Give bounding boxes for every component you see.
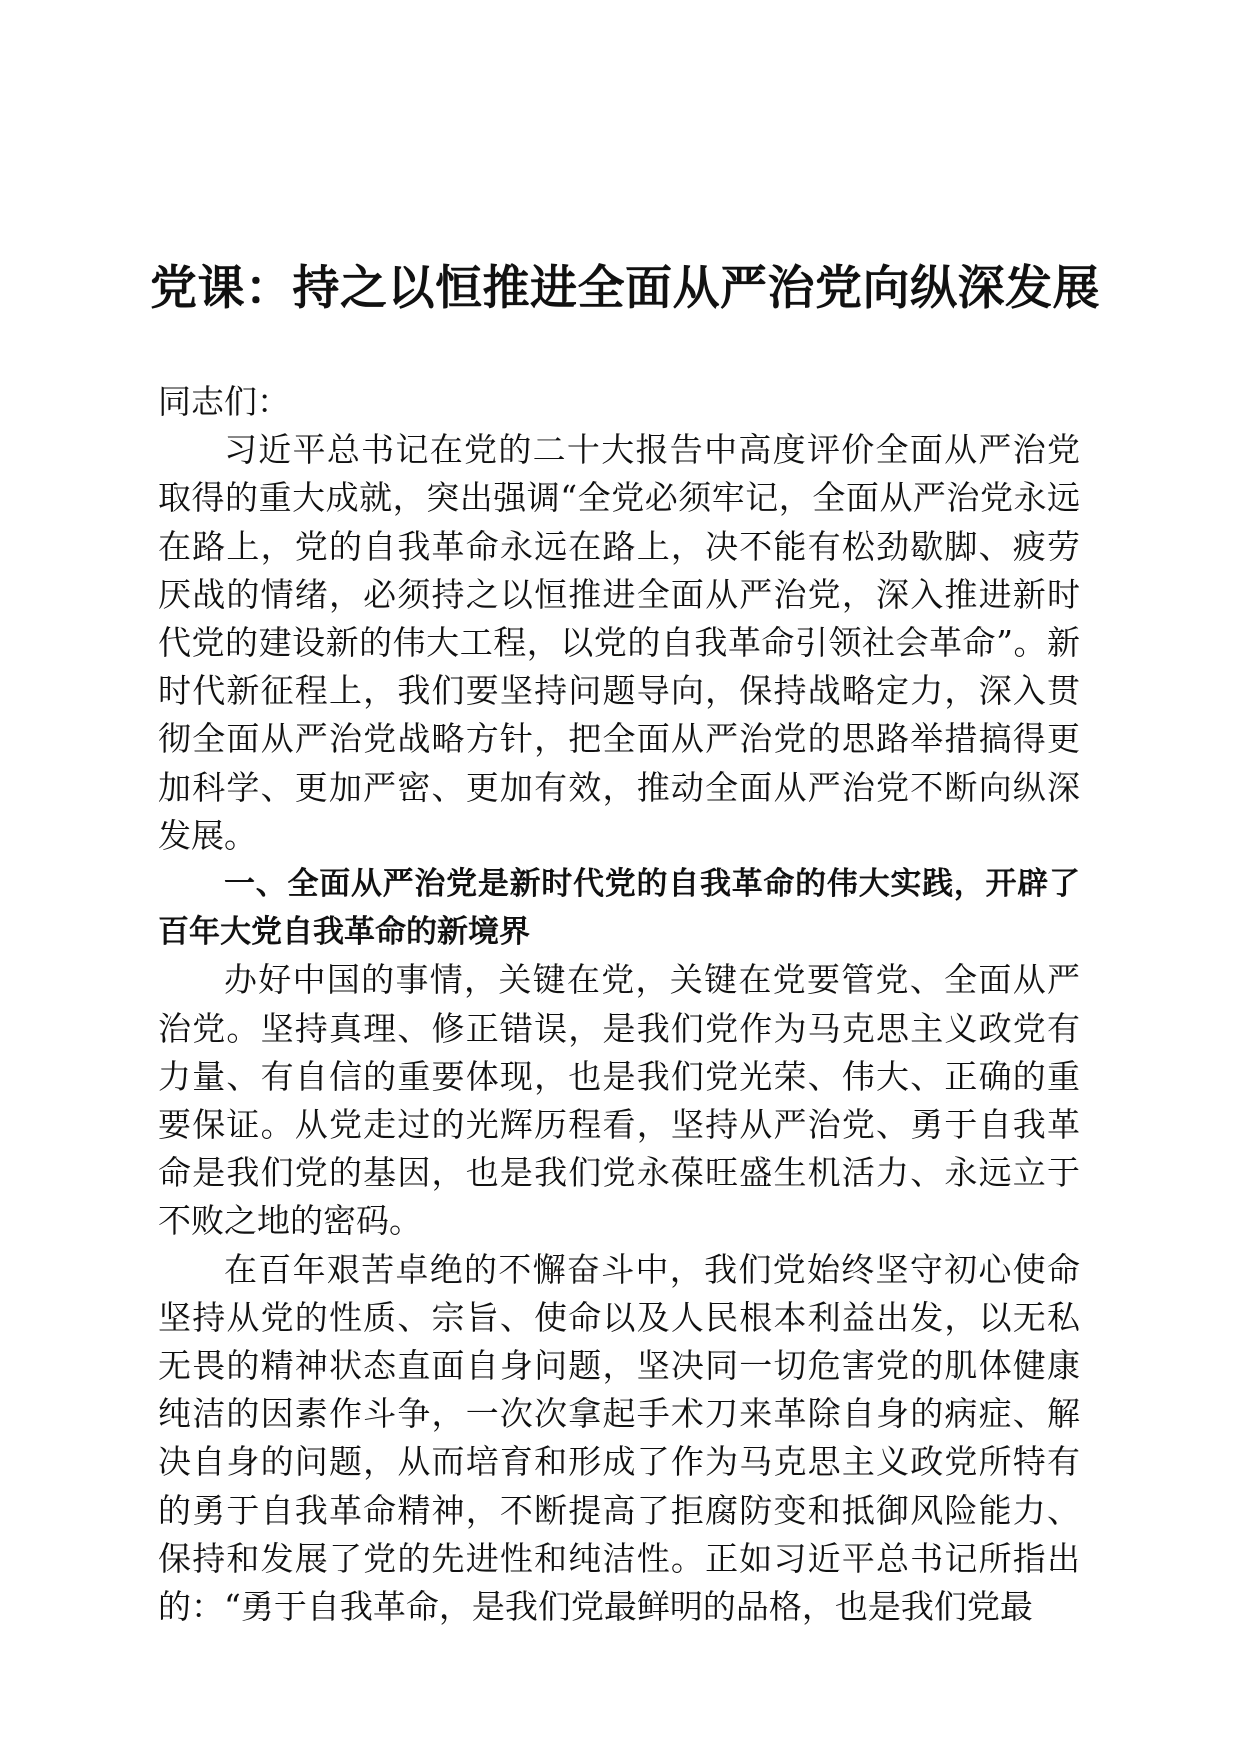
intro-paragraph: 习近平总书记在党的二十大报告中高度评价全面从严治党取得的重大成就，突出强调“全党必须牢记，全面从严治党永远在路上，党的自我革命永远在路上，决不能有松劲歇脚、疲劳厌战的情绪，必须持之以恒推进全面从严治党，深入推进新时代党的建设新的伟大工程，以党的自我革命引领社会革命”。新时代新征程上，我们要坚持问题导向，保持战略定力，深入贯彻全面从严治党战略方针，把全面从严治党的思路举措搞得更加科学、更加严密、更加有效，推动全面从严治党不断向纵深发展。	[158, 430, 1080, 855]
section-heading: 一、全面从严治党是新时代党的自我革命的伟大实践，开辟了百年大党自我革命的新境界	[158, 866, 1080, 951]
document-body	[158, 378, 1080, 1631]
salutation: 同志们：	[158, 382, 290, 421]
document-title: 党课：持之以恒推进全面从严治党向纵深发展	[150, 261, 1100, 317]
section-paragraph-2: 在百年艰苦卓绝的不懈奋斗中，我们党始终坚守初心使命坚持从党的性质、宗旨、使命以及人民根本利益出发，以无私无畏的精神状态直面自身问题，坚决同一切危害党的肌体健康纯洁的因素作斗争，一次次拿起手术刀来革除自身的病症、解决自身的问题，从而培育和形成了作为马克思主义政党所特有的勇于自我革命精神，不断提高了拒腐防变和抵御风险能力、保持和发展了党的先进性和纯洁性。正如习近平总书记所指出的：“勇于自我革命，是我们党最鲜明的品格，也是我们党最	[158, 1249, 1080, 1627]
section-paragraph-1: 办好中国的事情，关键在党，关键在党要管党、全面从严治党。坚持真理、修正错误，是我们党作为马克思主义政党有力量、有自信的重要体现，也是我们党光荣、伟大、正确的重要保证。从党走过的光辉历程看，坚持从严治党、勇于自我革命是我们党的基因，也是我们党永葆旺盛生机活力、永远立于不败之地的密码。	[158, 960, 1080, 1241]
